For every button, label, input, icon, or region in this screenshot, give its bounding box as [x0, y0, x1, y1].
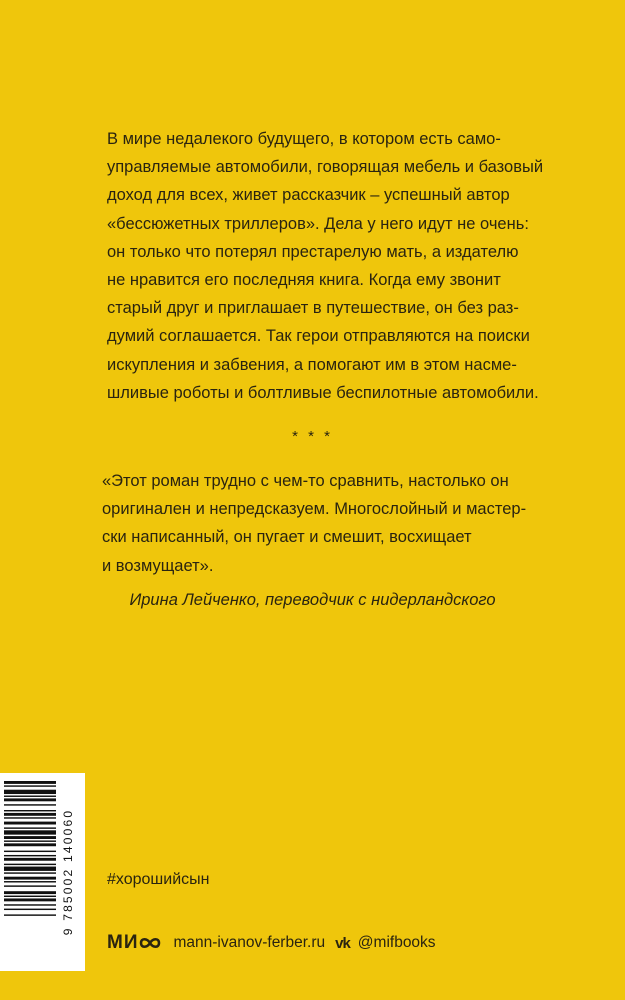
description-line: искупления и забвения, а помогают им в этом насме- [107, 355, 517, 374]
isbn-barcode [0, 773, 85, 971]
review-quote [102, 467, 542, 580]
description-line: шливые роботы и болтливые беспилотные автомобили. [107, 383, 539, 402]
isbn-number: 9 785002 140060 [61, 808, 75, 936]
book-description [107, 125, 547, 407]
publisher-footer [107, 932, 436, 954]
section-separator: * * * [292, 428, 333, 445]
hashtag: #хорошийсын [107, 871, 210, 888]
description-line: «бессюжетных триллеров». Дела у него идут не очень: [107, 214, 529, 233]
publisher-logo: МИ [107, 932, 161, 954]
quote-line: «Этот роман трудно с чем-то сравнить, настолько он [102, 472, 509, 490]
description-line: управляемые автомобили, говорящая мебель и базовый [107, 158, 544, 177]
description-line: В мире недалекого будущего, в котором есть само- [107, 130, 501, 148]
vk-icon[interactable]: vk [335, 934, 350, 952]
quote-attribution: Ирина Лейченко, переводчик с нидерландского [129, 591, 496, 609]
description-line: думий соглашается. Так герои отправляются на поиски [107, 327, 530, 346]
quote-line: ски написанный, он пугает и смешит, восхищает [102, 528, 472, 547]
description-line: он только что потерял престарелую мать, а издателю [107, 242, 519, 261]
quote-line: оригинален и непредсказуем. Многослойный и мастер- [102, 500, 527, 519]
quote-line: и возмущает». [102, 556, 214, 575]
description-line: старый друг и приглашает в путешествие, он без раз- [107, 299, 519, 318]
publisher-website-link[interactable]: mann-ivanov-ferber.ru [173, 934, 326, 951]
infinity-icon [139, 936, 161, 950]
description-line: не нравится его последняя книга. Когда ему звонит [107, 271, 501, 290]
description-line: доход для всех, живет рассказчик – успешный автор [107, 186, 510, 205]
social-handle[interactable]: @mifbooks [357, 934, 436, 951]
